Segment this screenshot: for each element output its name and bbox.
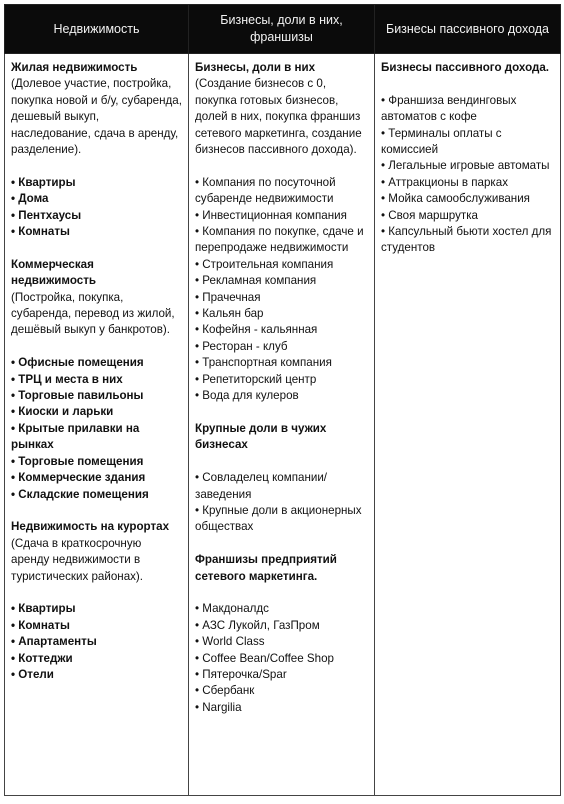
list-item: • Коттеджи bbox=[11, 651, 182, 667]
list-item: • Комнаты bbox=[11, 224, 182, 240]
list-item: • Рекламная компания bbox=[195, 273, 368, 289]
list-item: • Транспортная компания bbox=[195, 355, 368, 371]
list-item: • Ресторан - клуб bbox=[195, 339, 368, 355]
list-item: • Квартиры bbox=[11, 175, 182, 191]
list-item: • Компания по посуточной субаренде недвижимости bbox=[195, 175, 368, 208]
list-item: • Терминалы оплаты с комиссией bbox=[381, 126, 554, 159]
section-title: Бизнесы, доли в них bbox=[195, 61, 316, 74]
shares-section bbox=[195, 421, 368, 536]
list-item: • Квартиры bbox=[11, 601, 182, 617]
list-item: • Репетиторский центр bbox=[195, 372, 368, 388]
header-businesses: Бизнесы, доли в них, франшизы bbox=[189, 5, 375, 54]
list-item: • Крупные доли в акционерных обществах bbox=[195, 503, 368, 536]
section-description: (Долевое участие, постройка, покупка новой и б/у, субаренда, дешевый выкуп, наследование, сдача в аренду, разделение). bbox=[11, 77, 182, 157]
list-item: • Кальян бар bbox=[195, 306, 368, 322]
list-item: • Coffee Bean/Coffee Shop bbox=[195, 651, 368, 667]
header-passive-income: Бизнесы пассивного дохода bbox=[375, 5, 561, 54]
list-item: • Пятерочка/Spar bbox=[195, 667, 368, 683]
real-estate-cell bbox=[5, 54, 189, 796]
section-title: Недвижимость на курортах bbox=[11, 520, 170, 534]
list-item: • World Class bbox=[195, 634, 368, 650]
list-item: • Торговые помещения bbox=[11, 454, 182, 470]
list-item: • Пентхаусы bbox=[11, 208, 182, 224]
section-title: Коммерческая недвижимость bbox=[11, 257, 97, 288]
businesses-section bbox=[195, 60, 368, 405]
list-item: • Киоски и ларьки bbox=[11, 404, 182, 420]
comparison-table bbox=[4, 4, 561, 796]
commercial-section bbox=[11, 257, 182, 503]
list-item: • Компания по покупке, сдаче и перепродаже недвижимости bbox=[195, 224, 368, 257]
commercial-list bbox=[11, 355, 182, 503]
franchises-list bbox=[195, 601, 368, 716]
list-item: • Коммерческие здания bbox=[11, 470, 182, 486]
list-item: • Мойка самообслуживания bbox=[381, 191, 554, 207]
list-item: • Офисные помещения bbox=[11, 355, 182, 371]
passive-section bbox=[381, 60, 554, 257]
list-item: • Апартаменты bbox=[11, 634, 182, 650]
list-item: • Строительная компания bbox=[195, 257, 368, 273]
residential-section bbox=[11, 60, 182, 240]
businesses-list bbox=[195, 175, 368, 405]
section-title: Крупные доли в чужих бизнесах bbox=[195, 421, 327, 452]
shares-list bbox=[195, 470, 368, 536]
list-item: • Кофейня - кальянная bbox=[195, 322, 368, 338]
businesses-cell bbox=[189, 54, 375, 796]
header-row bbox=[5, 5, 561, 54]
section-description: (Постройка, покупка, субаренда, перевод из жилой, дешёвый выкуп у банкротов). bbox=[11, 290, 175, 337]
section-description: (Создание бизнесов с 0, покупка готовых бизнесов, долей в них, покупка франшиз сетевого маркетинга, создание бизнесов пассивного дохода). bbox=[195, 77, 362, 157]
list-item: • Совладелец компании/заведения bbox=[195, 470, 368, 503]
section-title: Жилая недвижимость bbox=[11, 61, 138, 74]
list-item: • Отели bbox=[11, 667, 182, 683]
list-item: • Дома bbox=[11, 191, 182, 207]
list-item: • Комнаты bbox=[11, 618, 182, 634]
list-item: • Капсульный бьюти хостел для студентов bbox=[381, 224, 554, 257]
list-item: • Макдоналдс bbox=[195, 601, 368, 617]
content-row bbox=[5, 54, 561, 796]
list-item: • Франшиза вендинговых автоматов с кофе bbox=[381, 93, 554, 126]
list-item: • Складские помещения bbox=[11, 487, 182, 503]
list-item: • Аттракционы в парках bbox=[381, 175, 554, 191]
resort-section bbox=[11, 519, 182, 683]
section-description: (Сдача в краткосрочную аренду недвижимости в туристических районах). bbox=[11, 536, 144, 583]
resort-list bbox=[11, 601, 182, 683]
list-item: • Торговые павильоны bbox=[11, 388, 182, 404]
list-item: • Прачечная bbox=[195, 290, 368, 306]
list-item: • Сбербанк bbox=[195, 683, 368, 699]
list-item: • АЗС Лукойл, ГазПром bbox=[195, 618, 368, 634]
header-real-estate: Недвижимость bbox=[5, 5, 189, 54]
section-title: Франшизы предприятий сетевого маркетинга. bbox=[195, 553, 337, 583]
list-item: • Своя маршрутка bbox=[381, 208, 554, 224]
list-item: • ТРЦ и места в них bbox=[11, 372, 182, 388]
section-title: Бизнесы пассивного дохода. bbox=[381, 61, 550, 74]
passive-income-cell bbox=[375, 54, 561, 796]
residential-list bbox=[11, 175, 182, 241]
list-item: • Легальные игровые автоматы bbox=[381, 158, 554, 174]
list-item: • Вода для кулеров bbox=[195, 388, 368, 404]
list-item: • Крытые прилавки на рынках bbox=[11, 421, 182, 454]
list-item: • Инвестиционная компания bbox=[195, 208, 368, 224]
passive-list bbox=[381, 93, 554, 257]
franchises-section bbox=[195, 552, 368, 716]
list-item: • Nargilia bbox=[195, 700, 368, 716]
